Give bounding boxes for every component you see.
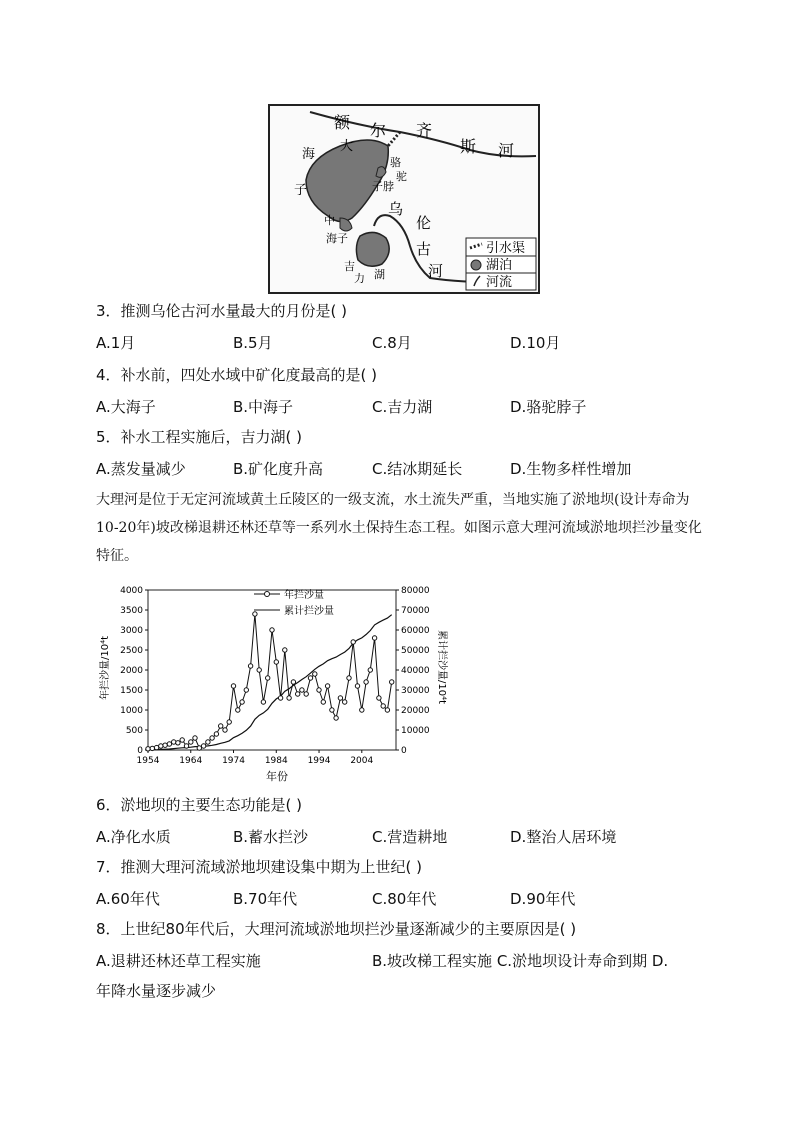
lake-icon [471, 260, 481, 270]
option[interactable]: A.退耕还林还草工程实施 [96, 952, 261, 970]
y-tick-label-left: 3500 [120, 606, 143, 616]
option[interactable]: D.生物多样性增加 [510, 460, 632, 478]
data-point-annual [304, 692, 308, 696]
data-point-annual [308, 676, 312, 680]
question-6: 6．淤地坝的主要生态功能是( ) [96, 796, 303, 814]
data-point-annual [244, 688, 248, 692]
data-point-annual [278, 696, 282, 700]
map-label: 吉 [344, 260, 355, 273]
data-point-annual [261, 700, 265, 704]
map-label: 湖 [374, 268, 385, 281]
data-point-annual [287, 696, 291, 700]
lake-luotuobozi [376, 167, 386, 178]
option[interactable]: B.矿化度升高 [233, 460, 324, 478]
y-tick-label-right: 10000 [401, 726, 430, 736]
data-point-annual [150, 746, 154, 750]
map-label: 伦 [416, 214, 432, 232]
lake-jilihu [356, 232, 389, 266]
data-point-annual [296, 692, 300, 696]
option[interactable]: A.1月 [96, 334, 136, 352]
data-point-annual [180, 738, 184, 742]
y-tick-label-left: 2000 [120, 666, 143, 676]
data-point-annual [253, 612, 257, 616]
legend-cumulative: 累计拦沙量 [284, 606, 334, 617]
data-point-annual [240, 700, 244, 704]
question-4: 4．补水前，四处水域中矿化度最高的是( ) [96, 366, 378, 384]
map-label: 齐 [416, 121, 433, 140]
x-tick-label: 1974 [222, 756, 245, 766]
data-point-annual [223, 728, 227, 732]
data-point-annual [214, 732, 218, 736]
option[interactable]: B.70年代 [233, 890, 298, 908]
data-point-annual [377, 696, 381, 700]
option[interactable]: B.蓄水拦沙 [233, 828, 309, 846]
data-point-annual [300, 688, 304, 692]
data-point-annual [236, 708, 240, 712]
data-point-annual [291, 680, 295, 684]
data-point-annual [390, 680, 394, 684]
data-point-annual [248, 664, 252, 668]
y-tick-label-right: 30000 [401, 686, 430, 696]
y-tick-label-left: 3000 [120, 626, 143, 636]
y-tick-label-right: 40000 [401, 666, 430, 676]
y-axis-label-left: 年拦沙量/10⁴t [100, 635, 111, 700]
option[interactable]: C.8月 [372, 334, 412, 352]
option[interactable]: A.净化水质 [96, 828, 171, 846]
map-label: 驼 [396, 170, 407, 183]
legend-label: 河流 [486, 275, 513, 290]
lake-map [268, 104, 540, 294]
data-point-annual [372, 636, 376, 640]
data-point-annual [338, 696, 342, 700]
option[interactable]: B.中海子 [233, 398, 294, 416]
map-legend [466, 238, 536, 290]
option[interactable]: B.5月 [233, 334, 273, 352]
question-3: 3．推测乌伦古河水量最大的月份是( ) [96, 302, 348, 320]
chart-legend [254, 588, 334, 617]
diversion-channel [388, 132, 400, 146]
question-5: 5．补水工程实施后，吉力湖( ) [96, 428, 303, 446]
data-point-annual [257, 668, 261, 672]
option[interactable]: C.营造耕地 [372, 828, 448, 846]
map-label: 斯 [460, 137, 477, 156]
data-point-annual [351, 640, 355, 644]
y-tick-label-left: 500 [125, 726, 143, 736]
data-point-annual [189, 740, 193, 744]
x-tick-label: 1964 [179, 756, 203, 766]
data-point-annual [364, 680, 368, 684]
data-point-annual [197, 746, 201, 750]
map-label: 乌 [388, 200, 404, 218]
data-point-annual [146, 747, 150, 751]
x-tick-label: 1994 [307, 756, 331, 766]
data-point-annual [210, 736, 214, 740]
plot-frame [148, 590, 396, 750]
y-tick-label-left: 0 [137, 746, 143, 756]
data-point-annual [343, 700, 347, 704]
data-point-annual [283, 648, 287, 652]
legend-annual: 年拦沙量 [284, 590, 324, 601]
data-point-annual [172, 740, 176, 744]
map-label: 骆 [390, 156, 401, 169]
y-tick-label-left: 2500 [120, 646, 143, 656]
y-tick-label-right: 60000 [401, 626, 430, 636]
y-tick-label-right: 0 [401, 746, 407, 756]
data-point-annual [231, 684, 235, 688]
x-tick-label: 1954 [136, 756, 160, 766]
data-point-annual [355, 684, 359, 688]
data-point-annual [227, 720, 231, 724]
map-label: 力 [354, 272, 365, 285]
option[interactable]: A.60年代 [96, 890, 160, 908]
y-tick-label-right: 70000 [401, 606, 430, 616]
y-tick-label-right: 80000 [401, 586, 430, 596]
data-point-annual [201, 744, 205, 748]
question-8: 8．上世纪80年代后，大理河流域淤地坝拦沙量逐渐减少的主要原因是( ) [96, 920, 577, 938]
map-label: 大 [340, 139, 354, 154]
map-label: 子脖 [372, 180, 394, 193]
x-axis-label: 年份 [266, 770, 288, 783]
map-label: 海子 [326, 232, 348, 245]
option[interactable]: D.90年代 [510, 890, 576, 908]
option[interactable]: C.吉力湖 [372, 398, 433, 416]
data-point-annual [325, 684, 329, 688]
data-point-annual [266, 676, 270, 680]
option[interactable]: 年降水量逐步减少 [96, 982, 217, 1000]
data-point-annual [184, 744, 188, 748]
option[interactable]: D.骆驼脖子 [510, 398, 587, 416]
data-point-annual [313, 672, 317, 676]
data-point-annual [360, 708, 364, 712]
y-tick-label-left: 1000 [120, 706, 143, 716]
map-label: 子 [294, 183, 308, 198]
map-label: 中 [324, 214, 335, 227]
passage-text: 大理河是位于无定河流域黄土丘陵区的一级支流，水土流失严重，当地实施了淤地坝(设计寿命为10-20年)坡改梯退耕还林还草等一系列水土保持生态工程。如图示意大理河流域淤地坝拦沙量变化特征。 [96, 492, 702, 564]
option[interactable]: A.大海子 [96, 398, 156, 416]
y-axis-label-right: 累计拦沙量/10⁴t [436, 630, 447, 705]
series-line-cumulative [148, 615, 392, 750]
data-point-annual [274, 660, 278, 664]
data-point-annual [219, 724, 223, 728]
option[interactable]: A.蒸发量减少 [96, 460, 186, 478]
option[interactable]: B.坡改梯工程实施 C.淤地坝设计寿命到期 D. [372, 952, 669, 970]
x-tick-label: 1984 [264, 756, 288, 766]
map-label: 河 [428, 262, 444, 280]
option[interactable]: D.10月 [510, 334, 561, 352]
y-tick-label-left: 1500 [120, 686, 143, 696]
y-tick-label-right: 20000 [401, 706, 430, 716]
data-point-annual [381, 704, 385, 708]
data-point-annual [321, 700, 325, 704]
data-point-annual [330, 708, 334, 712]
data-point-annual [176, 741, 180, 745]
option[interactable]: D.整治人居环境 [510, 828, 617, 846]
data-point-annual [163, 743, 167, 747]
data-point-annual [159, 744, 163, 748]
data-point-annual [206, 740, 210, 744]
data-point-annual [270, 628, 274, 632]
series-line-annual [148, 614, 392, 749]
data-point-annual [368, 668, 372, 672]
y-tick-label-left: 4000 [120, 586, 143, 596]
data-point-annual [334, 716, 338, 720]
data-point-annual [193, 736, 197, 740]
y-tick-label-right: 50000 [401, 646, 430, 656]
map-label: 古 [416, 240, 432, 258]
data-point-annual [347, 676, 351, 680]
option[interactable]: C.80年代 [372, 890, 437, 908]
x-tick-label: 2004 [350, 756, 374, 766]
sediment-chart [96, 580, 466, 785]
data-point-annual [385, 708, 389, 712]
map-label: 海 [302, 147, 316, 162]
data-point-annual [167, 742, 171, 746]
map-label: 河 [498, 141, 515, 160]
legend-label: 湖泊 [486, 258, 513, 273]
data-point-annual [317, 688, 321, 692]
map-label: 尔 [370, 121, 387, 140]
map-label: 额 [334, 113, 351, 132]
option[interactable]: C.结冰期延长 [372, 460, 463, 478]
question-7: 7．推测大理河流域淤地坝建设集中期为上世纪( ) [96, 858, 423, 876]
legend-label: 引水渠 [486, 241, 526, 256]
map-drawing [270, 106, 538, 292]
